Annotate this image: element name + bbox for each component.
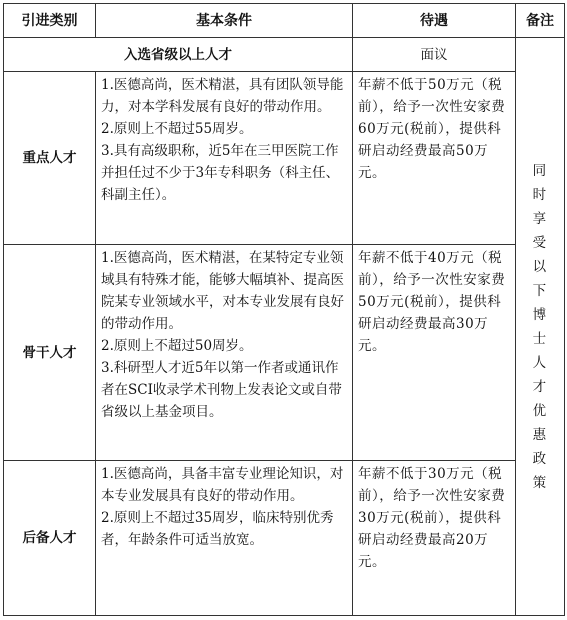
talent-policy-table [3, 3, 565, 616]
treatment-cell [353, 245, 516, 460]
treatment-text: 年薪不低于50万元（税前），给予一次性安家费60万元(税前），提供科研启动经费最高50万元。 [358, 77, 506, 182]
treatment-text: 年薪不低于30万元（税前），给予一次性安家费30万元(税前），提供科研启动经费最高20万元。 [358, 465, 506, 570]
condition-item: 3.科研型人才近5年以第一作者或通讯作者在SCI收录学术刊物上发表论文或自带省级以上基金项目。 [101, 360, 342, 421]
category-cell: 重点人才 [4, 72, 96, 245]
header-row [4, 4, 565, 38]
condition-item: 2.原则上不超过50周岁。 [101, 338, 253, 355]
condition-item: 2.原则上不超过55周岁。 [101, 121, 253, 138]
category-cell: 骨干人才 [4, 245, 96, 460]
treatment-cell [353, 72, 516, 245]
condition-item: 3.具有高级职称，近5年在三甲医院工作并担任过不少于3年专科职务（科主任、科副主任）。 [101, 143, 340, 204]
header-treatment: 待遇 [353, 4, 516, 38]
treatment-cell [353, 460, 516, 615]
header-note: 备注 [516, 4, 565, 38]
subheader-title: 入选省级以上人才 [4, 38, 353, 72]
treatment-text: 年薪不低于40万元（税前），给予一次性安家费50万元(税前），提供科研启动经费最高30万元。 [358, 250, 506, 355]
note-text: 同时享受以下博士人才优惠政策 [532, 162, 549, 491]
conditions-cell [96, 460, 353, 615]
condition-item: 2.原则上不超过35周岁，临床特别优秀者，年龄条件可适当放宽。 [101, 509, 334, 548]
condition-item: 1.医德高尚，医术精湛，具有团队领导能力，对本学科发展有良好的带动作用。 [101, 77, 344, 116]
table-row [4, 460, 565, 615]
table-row [4, 72, 565, 245]
conditions-cell [96, 245, 353, 460]
condition-item: 1.医德高尚，具备丰富专业理论知识，对本专业发展具有良好的带动作用。 [101, 465, 344, 504]
note-cell [516, 38, 565, 616]
header-conditions: 基本条件 [96, 4, 353, 38]
subheader-treatment: 面议 [353, 38, 516, 72]
subheader-row [4, 38, 565, 72]
table-row [4, 245, 565, 460]
condition-item: 1.医德高尚，医术精湛，在某特定专业领域具有特殊才能，能够大幅填补、提高医院某专业领域水平，对本专业发展有良好的带动作用。 [101, 250, 344, 333]
header-category: 引进类别 [4, 4, 96, 38]
conditions-cell [96, 72, 353, 245]
category-cell: 后备人才 [4, 460, 96, 615]
